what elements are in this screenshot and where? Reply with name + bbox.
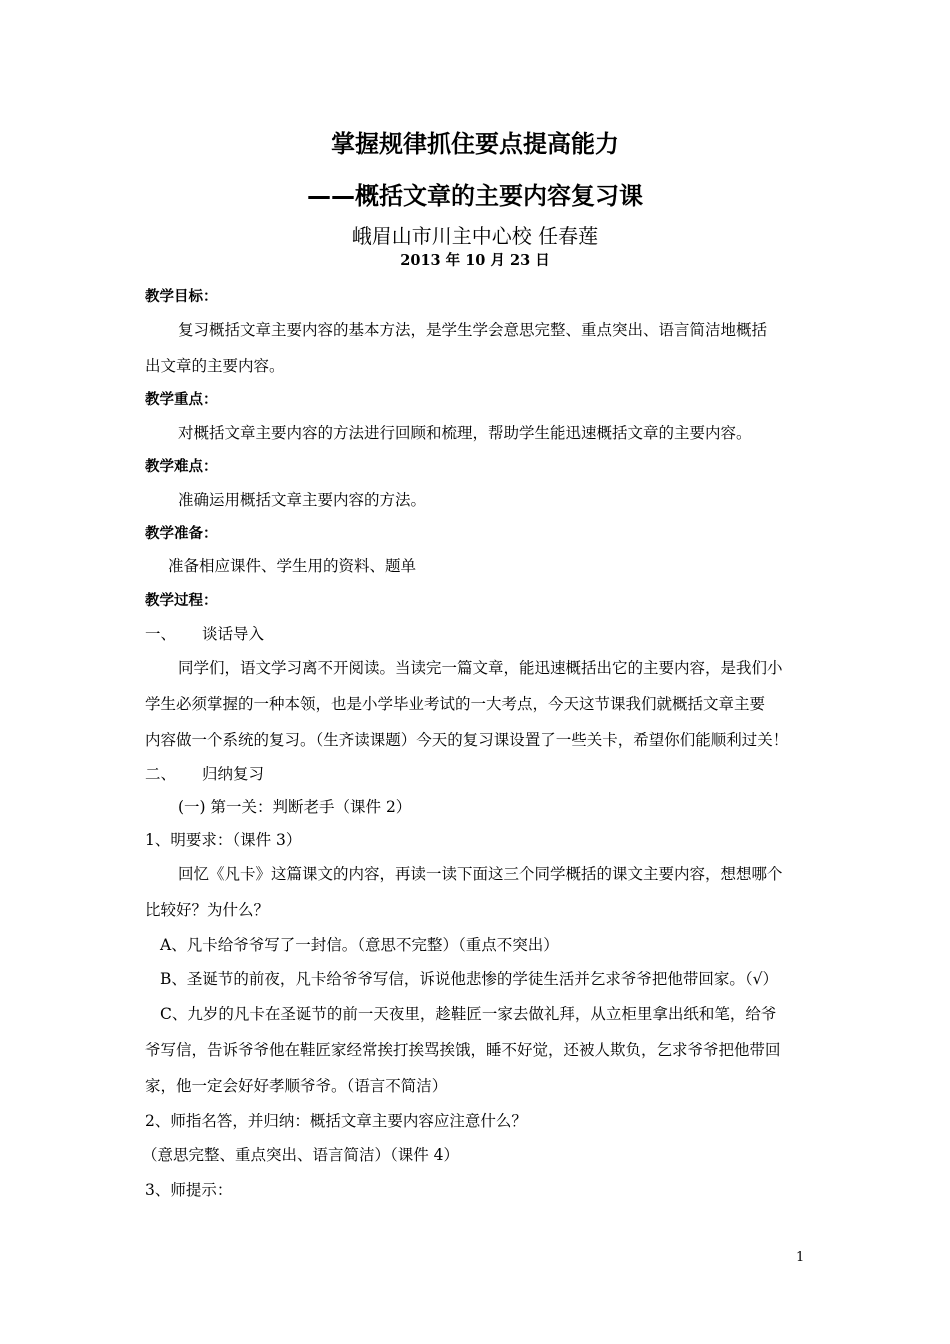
option-a: A、凡卡给爷爷写了一封信。（意思不完整）（重点不突出） bbox=[160, 936, 559, 954]
section-number: 一、 bbox=[145, 625, 177, 643]
prep-heading: 教学准备： bbox=[145, 526, 218, 542]
option-c-line: 家，他一定会好好孝顺爷爷。（语言不简洁） bbox=[145, 1077, 448, 1095]
level-title: (一) 第一关：判断老手（课件 2） bbox=[178, 798, 412, 816]
page-number: 1 bbox=[796, 1250, 805, 1265]
difficulty-text-line: 准确运用概括文章主要内容的方法。 bbox=[178, 491, 427, 509]
option-c-line: 爷写信，告诉爷爷他在鞋匠家经常挨打挨骂挨饿，睡不好觉，还被人欺负，乞求爷爷把他带回 bbox=[145, 1041, 781, 1059]
section-title: 归纳复习 bbox=[202, 765, 265, 783]
section-title: 谈话导入 bbox=[202, 625, 265, 643]
focus-text-line: 对概括文章主要内容的方法进行回顾和梳理，帮助学生能迅速概括文章的主要内容。 bbox=[178, 424, 752, 442]
date-line: 2013 年 10 月 23 日 bbox=[400, 252, 550, 269]
list-item: 1、明要求：（课件 3） bbox=[145, 831, 302, 849]
list-item-note: （意思完整、重点突出、语言简洁）（课件 4） bbox=[142, 1146, 460, 1164]
goal-text-line: 复习概括文章主要内容的基本方法，是学生学会意思完整、重点突出、语言简洁地概括 bbox=[178, 321, 768, 339]
option-c-line: C、九岁的凡卡在圣诞节的前一天夜里，趁鞋匠一家去做礼拜，从立柜里拿出纸和笔，给爷 bbox=[160, 1005, 777, 1023]
paragraph-line: 比较好？为什么？ bbox=[145, 901, 270, 919]
process-heading: 教学过程： bbox=[145, 593, 218, 609]
goal-heading: 教学目标： bbox=[145, 289, 218, 305]
section-number: 二、 bbox=[145, 765, 177, 783]
paragraph-line: 内容做一个系统的复习。（生齐读课题）今天的复习课设置了一些关卡，希望你们能顺利过关！ bbox=[145, 731, 789, 749]
option-b: B、圣诞节的前夜，凡卡给爷爷写信，诉说他悲惨的学徒生活并乞求爷爷把他带回家。（√） bbox=[160, 970, 779, 988]
document-subtitle: ——概括文章的主要内容复习课 bbox=[307, 182, 643, 210]
difficulty-heading: 教学难点： bbox=[145, 459, 218, 475]
goal-text-line: 出文章的主要内容。 bbox=[145, 357, 285, 375]
focus-heading: 教学重点： bbox=[145, 392, 218, 408]
author-line: 峨眉山市川主中心校 任春莲 bbox=[351, 224, 599, 248]
list-item: 2、师指名答，并归纳：概括文章主要内容应注意什么？ bbox=[145, 1112, 527, 1130]
paragraph-line: 学生必须掌握的一种本领，也是小学毕业考试的一大考点，今天这节课我们就概括文章主要 bbox=[145, 695, 766, 713]
document-title: 掌握规律抓住要点提高能力 bbox=[331, 130, 619, 158]
paragraph-line: 回忆《凡卡》这篇课文的内容，再读一读下面这三个同学概括的课文主要内容，想想哪个 bbox=[178, 865, 783, 883]
paragraph-line: 同学们，语文学习离不开阅读。当读完一篇文章，能迅速概括出它的主要内容，是我们小 bbox=[178, 659, 783, 677]
prep-text-line: 准备相应课件、学生用的资料、题单 bbox=[168, 557, 417, 575]
list-item: 3、师提示： bbox=[145, 1181, 233, 1199]
